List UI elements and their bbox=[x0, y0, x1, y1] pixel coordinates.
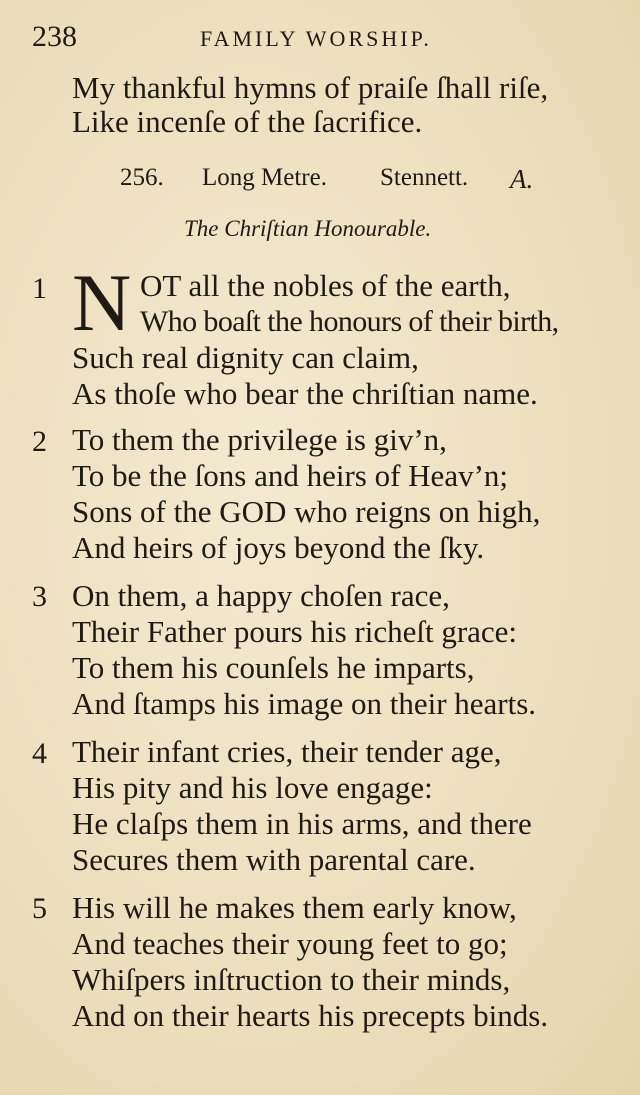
verse-line: Such real dignity can claim, bbox=[72, 340, 419, 375]
verse-line: Whiſpers inſtruction to their minds, bbox=[72, 962, 511, 997]
verse-line: OT all the nobles of the earth, bbox=[140, 268, 511, 303]
verse-line: As thoſe who bear the chriſtian name. bbox=[72, 376, 538, 411]
hymn-metre: Long Metre. bbox=[202, 164, 327, 191]
verse-line: Secures them with parental care. bbox=[72, 842, 476, 877]
verse-line: He claſps them in his arms, and there bbox=[72, 806, 532, 841]
verse-number: 4 bbox=[32, 737, 47, 770]
page-header bbox=[32, 20, 620, 60]
verse-line: His will he makes them early know, bbox=[72, 890, 517, 925]
verse-line: Sons of the GOD who reigns on high, bbox=[72, 494, 541, 529]
verse-line: And ſtamps his image on their hearts. bbox=[72, 686, 537, 721]
verse-line: To them the privilege is giv’n, bbox=[72, 422, 447, 457]
verse-number: 2 bbox=[32, 425, 47, 458]
hymn-title: The Chriſtian Honourable. bbox=[184, 216, 432, 241]
verse-line: Their Father pours his richeſt grace: bbox=[72, 614, 518, 649]
verse-number: 1 bbox=[32, 272, 47, 305]
verse-line: And heirs of joys beyond the ſky. bbox=[72, 530, 485, 565]
verse-line: And on their hearts his precepts binds. bbox=[72, 998, 549, 1033]
running-head: FAMILY WORSHIP. bbox=[200, 26, 432, 51]
verse-line: To them his counſels he imparts, bbox=[72, 650, 475, 685]
verse-line: To be the ſons and heirs of Heav’n; bbox=[72, 458, 509, 493]
drop-cap: N bbox=[72, 257, 132, 348]
hymn-number: 256. bbox=[120, 164, 164, 191]
verse-number: 3 bbox=[32, 580, 47, 613]
verse-line: And teaches their young feet to go; bbox=[72, 926, 508, 961]
preceding-line: Like incenſe of the ſacrifice. bbox=[72, 104, 423, 139]
verse-line: Who boaſt the honours of their birth, bbox=[140, 305, 559, 338]
verse-number: 5 bbox=[32, 892, 47, 925]
preceding-line: My thankful hymns of praiſe ſhall riſe, bbox=[72, 70, 549, 105]
hymn-author: Stennett. bbox=[380, 164, 469, 191]
verse-line: On them, a happy choſen race, bbox=[72, 578, 450, 613]
verse-line: Their infant cries, their tender age, bbox=[72, 734, 502, 769]
page-number: 238 bbox=[32, 20, 77, 53]
hymn-letter: A. bbox=[510, 164, 534, 194]
hymn-heading bbox=[120, 164, 560, 200]
verse-line: His pity and his love engage: bbox=[72, 770, 433, 805]
